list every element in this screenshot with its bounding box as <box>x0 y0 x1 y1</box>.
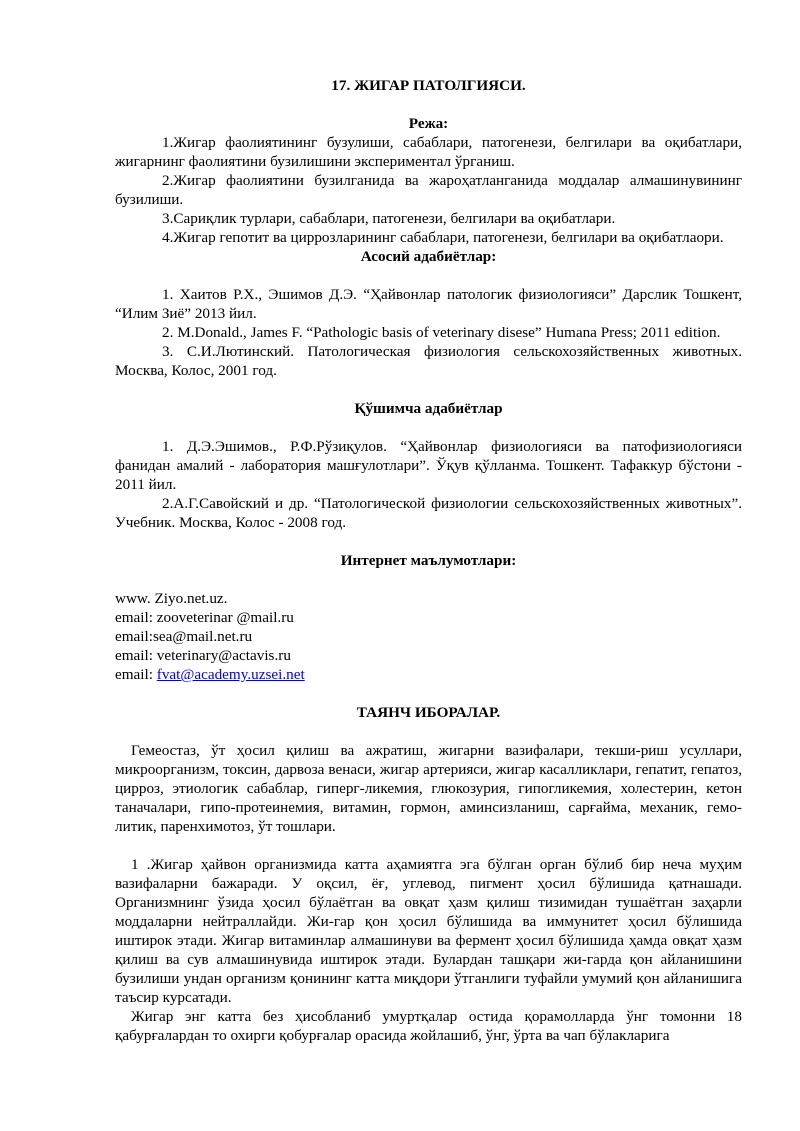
plan-item: 2.Жигар фаолиятини бузилганида ва жароҳатланганида моддалар алмашинувининг бузилиши. <box>115 172 742 208</box>
document-page <box>115 76 742 1045</box>
extra-literature-heading: Қўшимча адабиётлар <box>354 400 503 417</box>
internet-heading: Интернет маълумотлари: <box>340 552 517 569</box>
internet-line: email: zooveterinar @mail.ru <box>115 609 294 626</box>
keywords-paragraph: Гемеостаз, ўт ҳосил қилиш ва ажратиш, жигарни вазифалари, текши-риш усуллари, микроорганизм, токсин, дарвоза венаси, жигар артерияси, жигар касалликлари, гепатит, гепатоз, цирроз, этиологик сабаблар, гиперг-ликемия, глюкозурия, гипогликемия, холестерин, кетон таначалари, гипо-протеинемия, витамин, гормон, аминсизланиш, сарғайма, механик, гемо-литик, паренхимотоз, ўт тошлари. <box>115 742 742 835</box>
plan-heading: Режа: <box>408 115 449 132</box>
page-title: 17. ЖИГАР ПАТОЛГИЯСИ. <box>331 77 526 94</box>
internet-line: email:sea@mail.net.ru <box>115 628 253 645</box>
internet-line <box>115 665 742 684</box>
main-literature-item: 2. M.Donald., James F. “Pathologic basis of veterinary disese” Humana Press; 2011 edition. <box>162 324 721 341</box>
plan-item: 1.Жигар фаолиятининг бузулиши, сабаблари, патогенези, белгилари ва оқибатлари, жигарнинг фаолиятини бузилишини экспериментал ўрганиш. <box>115 134 742 170</box>
plan-item: 3.Сариқлик турлари, сабаблари, патогенези, белгилари ва оқибатлари. <box>162 210 616 227</box>
body-paragraph: 1 .Жигар ҳайвон организмида катта аҳамиятга эга бўлган орган бўлиб бир неча муҳим вазифаларни бажаради. У оқсил, ёғ, углевод, пигмент ҳосил бўлишида қатнашади. Организмнинг ўзида ҳосил бўлаётган ва овқат ҳазм қилиш тизимидан тушаётган заҳарли моддаларни нейтраллайди. Жи-гар қон ҳосил бўлишида ва иммунитет ҳосил бўлишида иштирок этади. Жигар витаминлар алмашинуви ва фермент ҳосил бўлишида ҳамда овқат ҳазм қилиш ва сув алмашинувида иштирок этади. Булардан ташқари жи-гарда қон айланишини бузилиши ундан организм қонининг катта миқдори ўтганлиги туфайли умумий қон айланишига таъсир курсатади. <box>115 856 742 1006</box>
internet-line: www. Ziyo.net.uz. <box>115 590 228 607</box>
email-prefix: email: <box>115 666 157 683</box>
internet-list <box>115 589 742 684</box>
main-literature-item: 3. С.И.Лютинский. Патологическая физиология сельскохозяйственных животных. Москва, Колос, 2001 год. <box>115 343 742 379</box>
body-paragraph: Жигар энг катта без ҳисобланиб умуртқалар остида қорамолларда ўнг томонни 18 қабурғалардан то охирги қобурғалар орасида жойлашиб, ўнг, ўрта ва чап бўлакларига <box>115 1008 742 1044</box>
email-link[interactable]: fvat@academy.uzsei.net <box>156 666 305 683</box>
plan-item: 4.Жигар гепотит ва циррозларининг сабаблари, патогенези, белгилари ва оқибатлаори. <box>162 229 724 246</box>
main-literature-heading: Асосий адабиётлар: <box>360 248 497 265</box>
extra-literature-item: 1. Д.Э.Эшимов., Р.Ф.Рўзиқулов. “Ҳайвонлар физиологияси ва патофизиологияси фанидан амалий - лаборатория машғулотлари”. Ўқув қўлланма. Тошкент. Тафаккур бўстони - 2011 йил. <box>115 438 742 493</box>
extra-literature-item: 2.А.Г.Савойский и др. “Патологической физиологии сельскохозяйственных животных”. Учебник. Москва, Колос - 2008 год. <box>115 495 742 531</box>
internet-line: email: veterinary@actavis.ru <box>115 647 291 664</box>
main-literature-item: 1. Хаитов Р.Х., Эшимов Д.Э. “Ҳайвонлар патологик физиологияси” Дарслик Тошкент, “Илим Зиё” 2013 йил. <box>115 286 742 322</box>
keywords-heading: ТАЯНЧ ИБОРАЛАР. <box>356 704 501 721</box>
